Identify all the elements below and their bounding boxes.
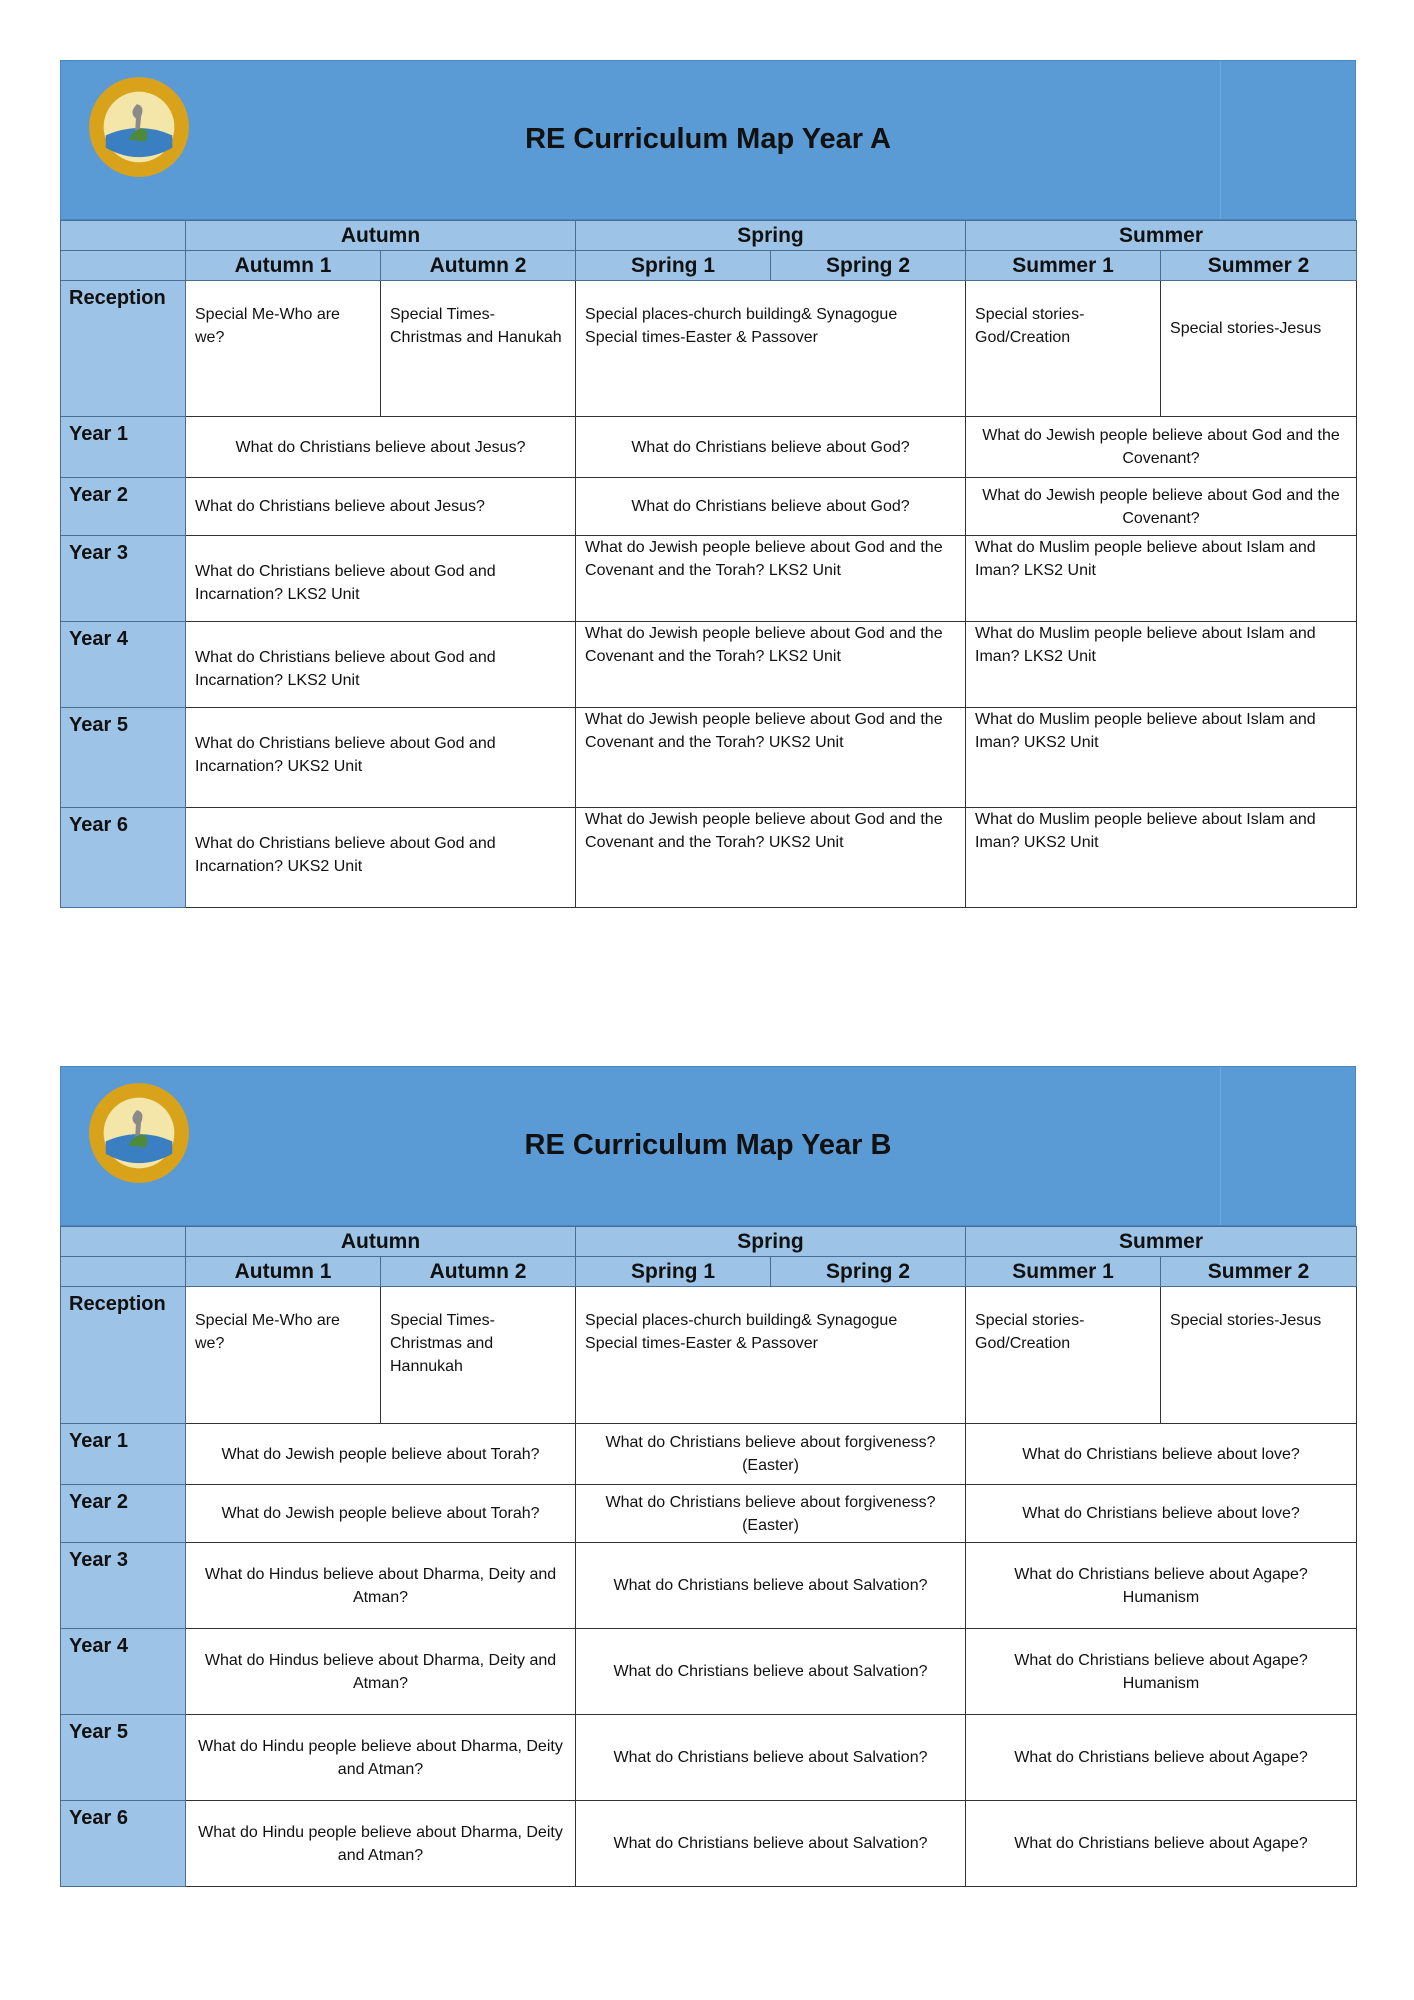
topic-cell: Special stories-Jesus [1161,281,1357,417]
year-label: Year 3 [61,536,186,622]
topic-cell: What do Christians believe about forgiveness? (Easter) [576,1485,966,1543]
half-term-label: Autumn 1 [186,251,381,281]
topic-cell: What do Christians believe about love? [966,1485,1357,1543]
table-row [61,622,1357,708]
topic-cell: What do Christians believe about Salvation? [576,1801,966,1887]
year-label: Year 5 [61,1715,186,1801]
page-title: RE Curriculum Map Year B [524,1129,892,1161]
topic-cell: What do Christians believe about Agape? [966,1801,1357,1887]
year-label: Year 5 [61,708,186,808]
year-label: Year 4 [61,622,186,708]
topic-cell: What do Jewish people believe about God and the Covenant and the Torah? LKS2 Unit [576,536,966,622]
table-row [61,1715,1357,1801]
year-label: Year 1 [61,1424,186,1485]
year-label: Year 1 [61,417,186,478]
topic-cell: What do Muslim people believe about Islam and Iman? UKS2 Unit [966,708,1357,808]
table-row [61,1287,1357,1424]
topic-cell: Special stories-Jesus [1161,1287,1357,1424]
half-term-label: Summer 2 [1161,251,1357,281]
season-summer: Summer [966,1227,1357,1257]
table-row [61,536,1357,622]
topic-cell: What do Christians believe about God? [576,417,966,478]
topic-cell: What do Hindus believe about Dharma, Deity and Atman? [186,1543,576,1629]
half-term-header-row [61,251,1357,281]
year-label: Year 6 [61,808,186,908]
topic-cell: What do Christians believe about Salvation? [576,1715,966,1801]
curriculum-map-year-b [60,1066,1356,1887]
table-row [61,1801,1357,1887]
half-term-label: Autumn 2 [381,1257,576,1287]
season-spring: Spring [576,221,966,251]
season-spring: Spring [576,1227,966,1257]
page-title: RE Curriculum Map Year A [525,123,891,155]
topic-cell: What do Muslim people believe about Islam and Iman? UKS2 Unit [966,808,1357,908]
topic-cell: What do Hindu people believe about Dharma, Deity and Atman? [186,1715,576,1801]
topic-cell: What do Christians believe about Agape? Humanism [966,1629,1357,1715]
topic-cell: Special Times- Christmas and Hanukah [381,281,576,417]
topic-cell: What do Jewish people believe about Torah? [186,1424,576,1485]
season-autumn: Autumn [186,221,576,251]
year-label: Reception [61,281,186,417]
topic-cell: What do Christians believe about love? [966,1424,1357,1485]
half-term-label: Autumn 1 [186,1257,381,1287]
curriculum-map-year-a [60,60,1356,908]
year-label: Year 2 [61,478,186,536]
topic-cell: What do Muslim people believe about Islam and Iman? LKS2 Unit [966,536,1357,622]
topic-cell: What do Christians believe about God and Incarnation? UKS2 Unit [186,708,576,808]
topic-cell: What do Christians believe about Agape? [966,1715,1357,1801]
curriculum-table [60,220,1357,908]
half-term-label: Summer 1 [966,1257,1161,1287]
year-label: Year 6 [61,1801,186,1887]
season-header-row [61,1227,1357,1257]
season-summer: Summer [966,221,1357,251]
table-row [61,708,1357,808]
topic-cell: What do Muslim people believe about Islam and Iman? LKS2 Unit [966,622,1357,708]
topic-cell: Special stories- God/Creation [966,281,1161,417]
season-header-row [61,221,1357,251]
half-term-label: Summer 2 [1161,1257,1357,1287]
topic-cell: What do Jewish people believe about God and the Covenant? [966,417,1357,478]
title-banner [60,60,1356,220]
year-label: Year 2 [61,1485,186,1543]
table-row [61,478,1357,536]
topic-cell: What do Christians believe about Jesus? [186,417,576,478]
topic-cell: What do Jewish people believe about God and the Covenant and the Torah? UKS2 Unit [576,808,966,908]
half-term-label: Autumn 2 [381,251,576,281]
topic-cell: What do Christians believe about Salvation? [576,1629,966,1715]
topic-cell: What do Jewish people believe about God and the Covenant and the Torah? UKS2 Unit [576,708,966,808]
table-row [61,1629,1357,1715]
topic-cell: What do Hindus believe about Dharma, Deity and Atman? [186,1629,576,1715]
topic-cell: Special places-church building& Synagogue Special times-Easter & Passover [576,1287,966,1424]
table-row [61,1485,1357,1543]
half-term-label: Spring 2 [771,1257,966,1287]
topic-cell: What do Jewish people believe about Torah? [186,1485,576,1543]
half-term-label: Summer 1 [966,251,1161,281]
table-row [61,417,1357,478]
topic-cell: What do Christians believe about God and Incarnation? UKS2 Unit [186,808,576,908]
topic-cell: What do Christians believe about Jesus? [186,478,576,536]
topic-cell: What do Hindu people believe about Dharma, Deity and Atman? [186,1801,576,1887]
year-label: Year 4 [61,1629,186,1715]
topic-cell: What do Christians believe about God? [576,478,966,536]
topic-cell: Special Me-Who are we? [186,1287,381,1424]
topic-cell: What do Jewish people believe about God and the Covenant? [966,478,1357,536]
topic-cell: Special Times- Christmas and Hannukah [381,1287,576,1424]
topic-cell: Special Me-Who are we? [186,281,381,417]
topic-cell: What do Christians believe about God and Incarnation? LKS2 Unit [186,622,576,708]
half-term-label: Spring 1 [576,1257,771,1287]
year-label: Reception [61,1287,186,1424]
half-term-header-row [61,1257,1357,1287]
table-row [61,808,1357,908]
title-banner [60,1066,1356,1226]
topic-cell: What do Christians believe about forgiveness? (Easter) [576,1424,966,1485]
curriculum-table [60,1226,1357,1887]
topic-cell: What do Christians believe about God and Incarnation? LKS2 Unit [186,536,576,622]
table-row [61,1543,1357,1629]
topic-cell: Special stories- God/Creation [966,1287,1161,1424]
topic-cell: What do Christians believe about Agape? Humanism [966,1543,1357,1629]
table-row [61,1424,1357,1485]
topic-cell: Special places-church building& Synagogue Special times-Easter & Passover [576,281,966,417]
table-row [61,281,1357,417]
year-label: Year 3 [61,1543,186,1629]
half-term-label: Spring 1 [576,251,771,281]
season-autumn: Autumn [186,1227,576,1257]
topic-cell: What do Christians believe about Salvation? [576,1543,966,1629]
topic-cell: What do Jewish people believe about God and the Covenant and the Torah? LKS2 Unit [576,622,966,708]
half-term-label: Spring 2 [771,251,966,281]
